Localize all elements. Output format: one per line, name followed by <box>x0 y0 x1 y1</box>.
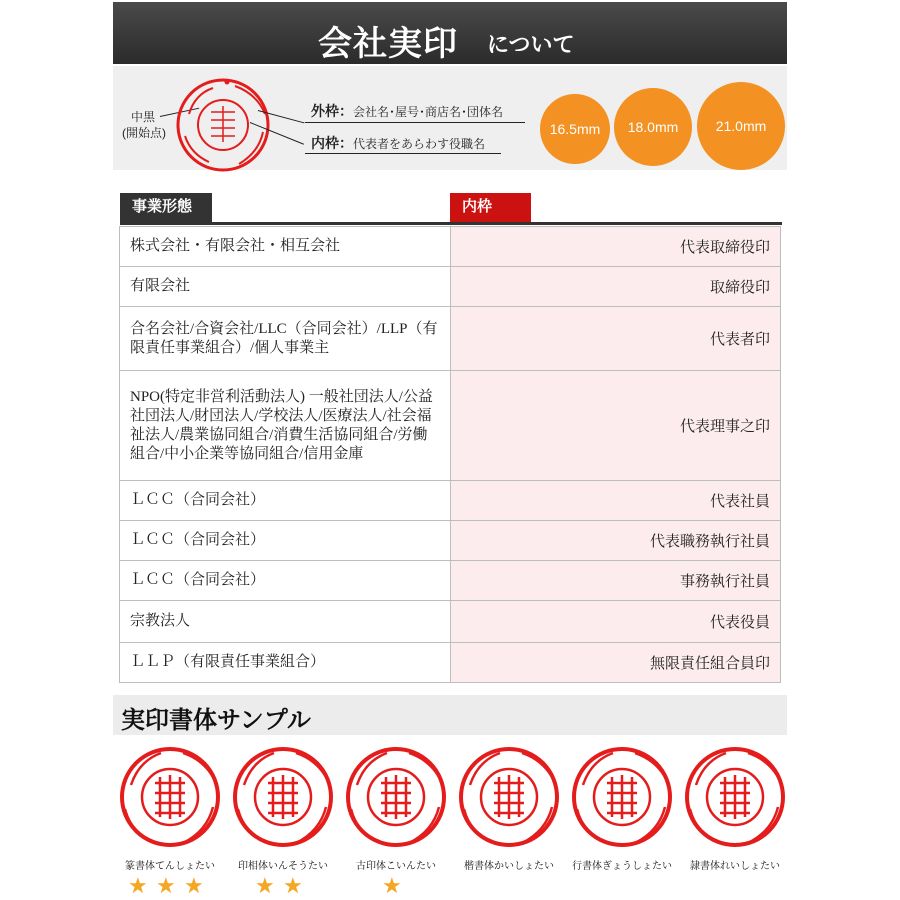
row-inner-title: 事務執行社員 <box>450 561 780 601</box>
seal-sample-icon <box>343 745 449 849</box>
row-business-type: NPO(特定非営利活動法人) 一般社団法人/公益社団法人/財団法人/学校法人/医療法人/社会福祉法人/農業協同組合/消費生活協同組合/労働組合/中小企業等協同組合/信用金庫 <box>120 371 451 481</box>
row-inner-title: 代表役員 <box>450 601 780 643</box>
row-inner-title: 代表社員 <box>450 481 780 521</box>
nakaguro-label: 中黒 <box>131 110 156 124</box>
sample-font-name: 古印体こいんたい <box>356 861 436 872</box>
row-business-type: ＬＣＣ（合同会社） <box>120 481 451 521</box>
rating-star-icon: ★ <box>128 873 148 898</box>
sample-font-name: 楷書体かいしょたい <box>464 861 554 872</box>
row-inner-title: 無限責任組合員印 <box>450 643 780 683</box>
outer-underline <box>305 122 525 123</box>
row-business-type: ＬＣＣ（合同会社） <box>120 561 451 601</box>
sample-font-name: 隷書体れいしょたい <box>690 861 780 872</box>
seal-sample-icon <box>569 745 675 849</box>
table-row <box>120 561 781 601</box>
row-inner-title: 代表理事之印 <box>450 371 780 481</box>
rating-star-icon: ★ <box>184 873 204 898</box>
header-title: 会社実印 <box>318 25 458 63</box>
sample-font-name: 行書体ぎょうしょたい <box>572 861 672 872</box>
row-business-type: 宗教法人 <box>120 601 451 643</box>
row-business-type: 有限会社 <box>120 267 451 307</box>
table-row <box>120 267 781 307</box>
inner-underline <box>305 153 501 154</box>
size-16-5-badge: 16.5mm <box>540 94 610 164</box>
inner-frame-label: 内枠：代表者をあらわす役職名 <box>311 135 486 151</box>
rating-star-icon: ★ <box>255 873 275 898</box>
row-business-type: ＬＬＰ（有限責任事業組合） <box>120 643 451 683</box>
table-row <box>120 643 781 683</box>
table-row <box>120 371 781 481</box>
table-row <box>120 521 781 561</box>
table-row <box>120 307 781 371</box>
business-type-table <box>119 226 781 683</box>
sample-font-name: 印相体いんそうたい <box>238 861 328 872</box>
page-header <box>113 2 787 64</box>
row-business-type: 合名会社/合資会社/LLC（合同会社）/LLP（有限責任事業組合）/個人事業主 <box>120 307 451 371</box>
row-inner-title: 代表取締役印 <box>450 227 780 267</box>
row-business-type: 株式会社・有限会社・相互会社 <box>120 227 451 267</box>
nakaguro-sub-label: (開始点) <box>122 126 166 140</box>
sample-section-header <box>113 695 787 735</box>
row-inner-title: 取締役印 <box>450 267 780 307</box>
seal-sample-icon <box>230 745 336 849</box>
table-row <box>120 481 781 521</box>
table-row <box>120 601 781 643</box>
row-business-type: ＬＣＣ（合同会社） <box>120 521 451 561</box>
rating-star-icon: ★ <box>382 873 402 898</box>
seal-sample-icon <box>682 745 788 849</box>
seal-sample-icon <box>456 745 562 849</box>
sample-section-title: 実印書体サンプル <box>121 707 311 734</box>
row-inner-title: 代表職務執行社員 <box>450 521 780 561</box>
table-header-inner-frame: 内枠 <box>450 193 531 222</box>
rating-star-icon: ★ <box>283 873 303 898</box>
inner-frame-desc: 代表者をあらわす役職名 <box>353 137 486 151</box>
table-header-business-type: 事業形態 <box>120 193 212 222</box>
size-21-0-badge: 21.0mm <box>697 82 785 170</box>
seal-sample-icon <box>117 745 223 849</box>
table-header-rule <box>120 222 782 225</box>
outer-frame-desc: 会社名･屋号･商店名･団体名 <box>353 105 504 119</box>
row-inner-title: 代表者印 <box>450 307 780 371</box>
sample-font-name: 篆書体てんしょたい <box>125 861 215 872</box>
table-row <box>120 227 781 267</box>
seal-diagram-icon <box>175 76 275 174</box>
size-18-0-badge: 18.0mm <box>614 88 692 166</box>
header-title-sub: について <box>487 32 575 57</box>
rating-star-icon: ★ <box>156 873 176 898</box>
outer-frame-label: 外枠：会社名･屋号･商店名･団体名 <box>311 103 504 119</box>
